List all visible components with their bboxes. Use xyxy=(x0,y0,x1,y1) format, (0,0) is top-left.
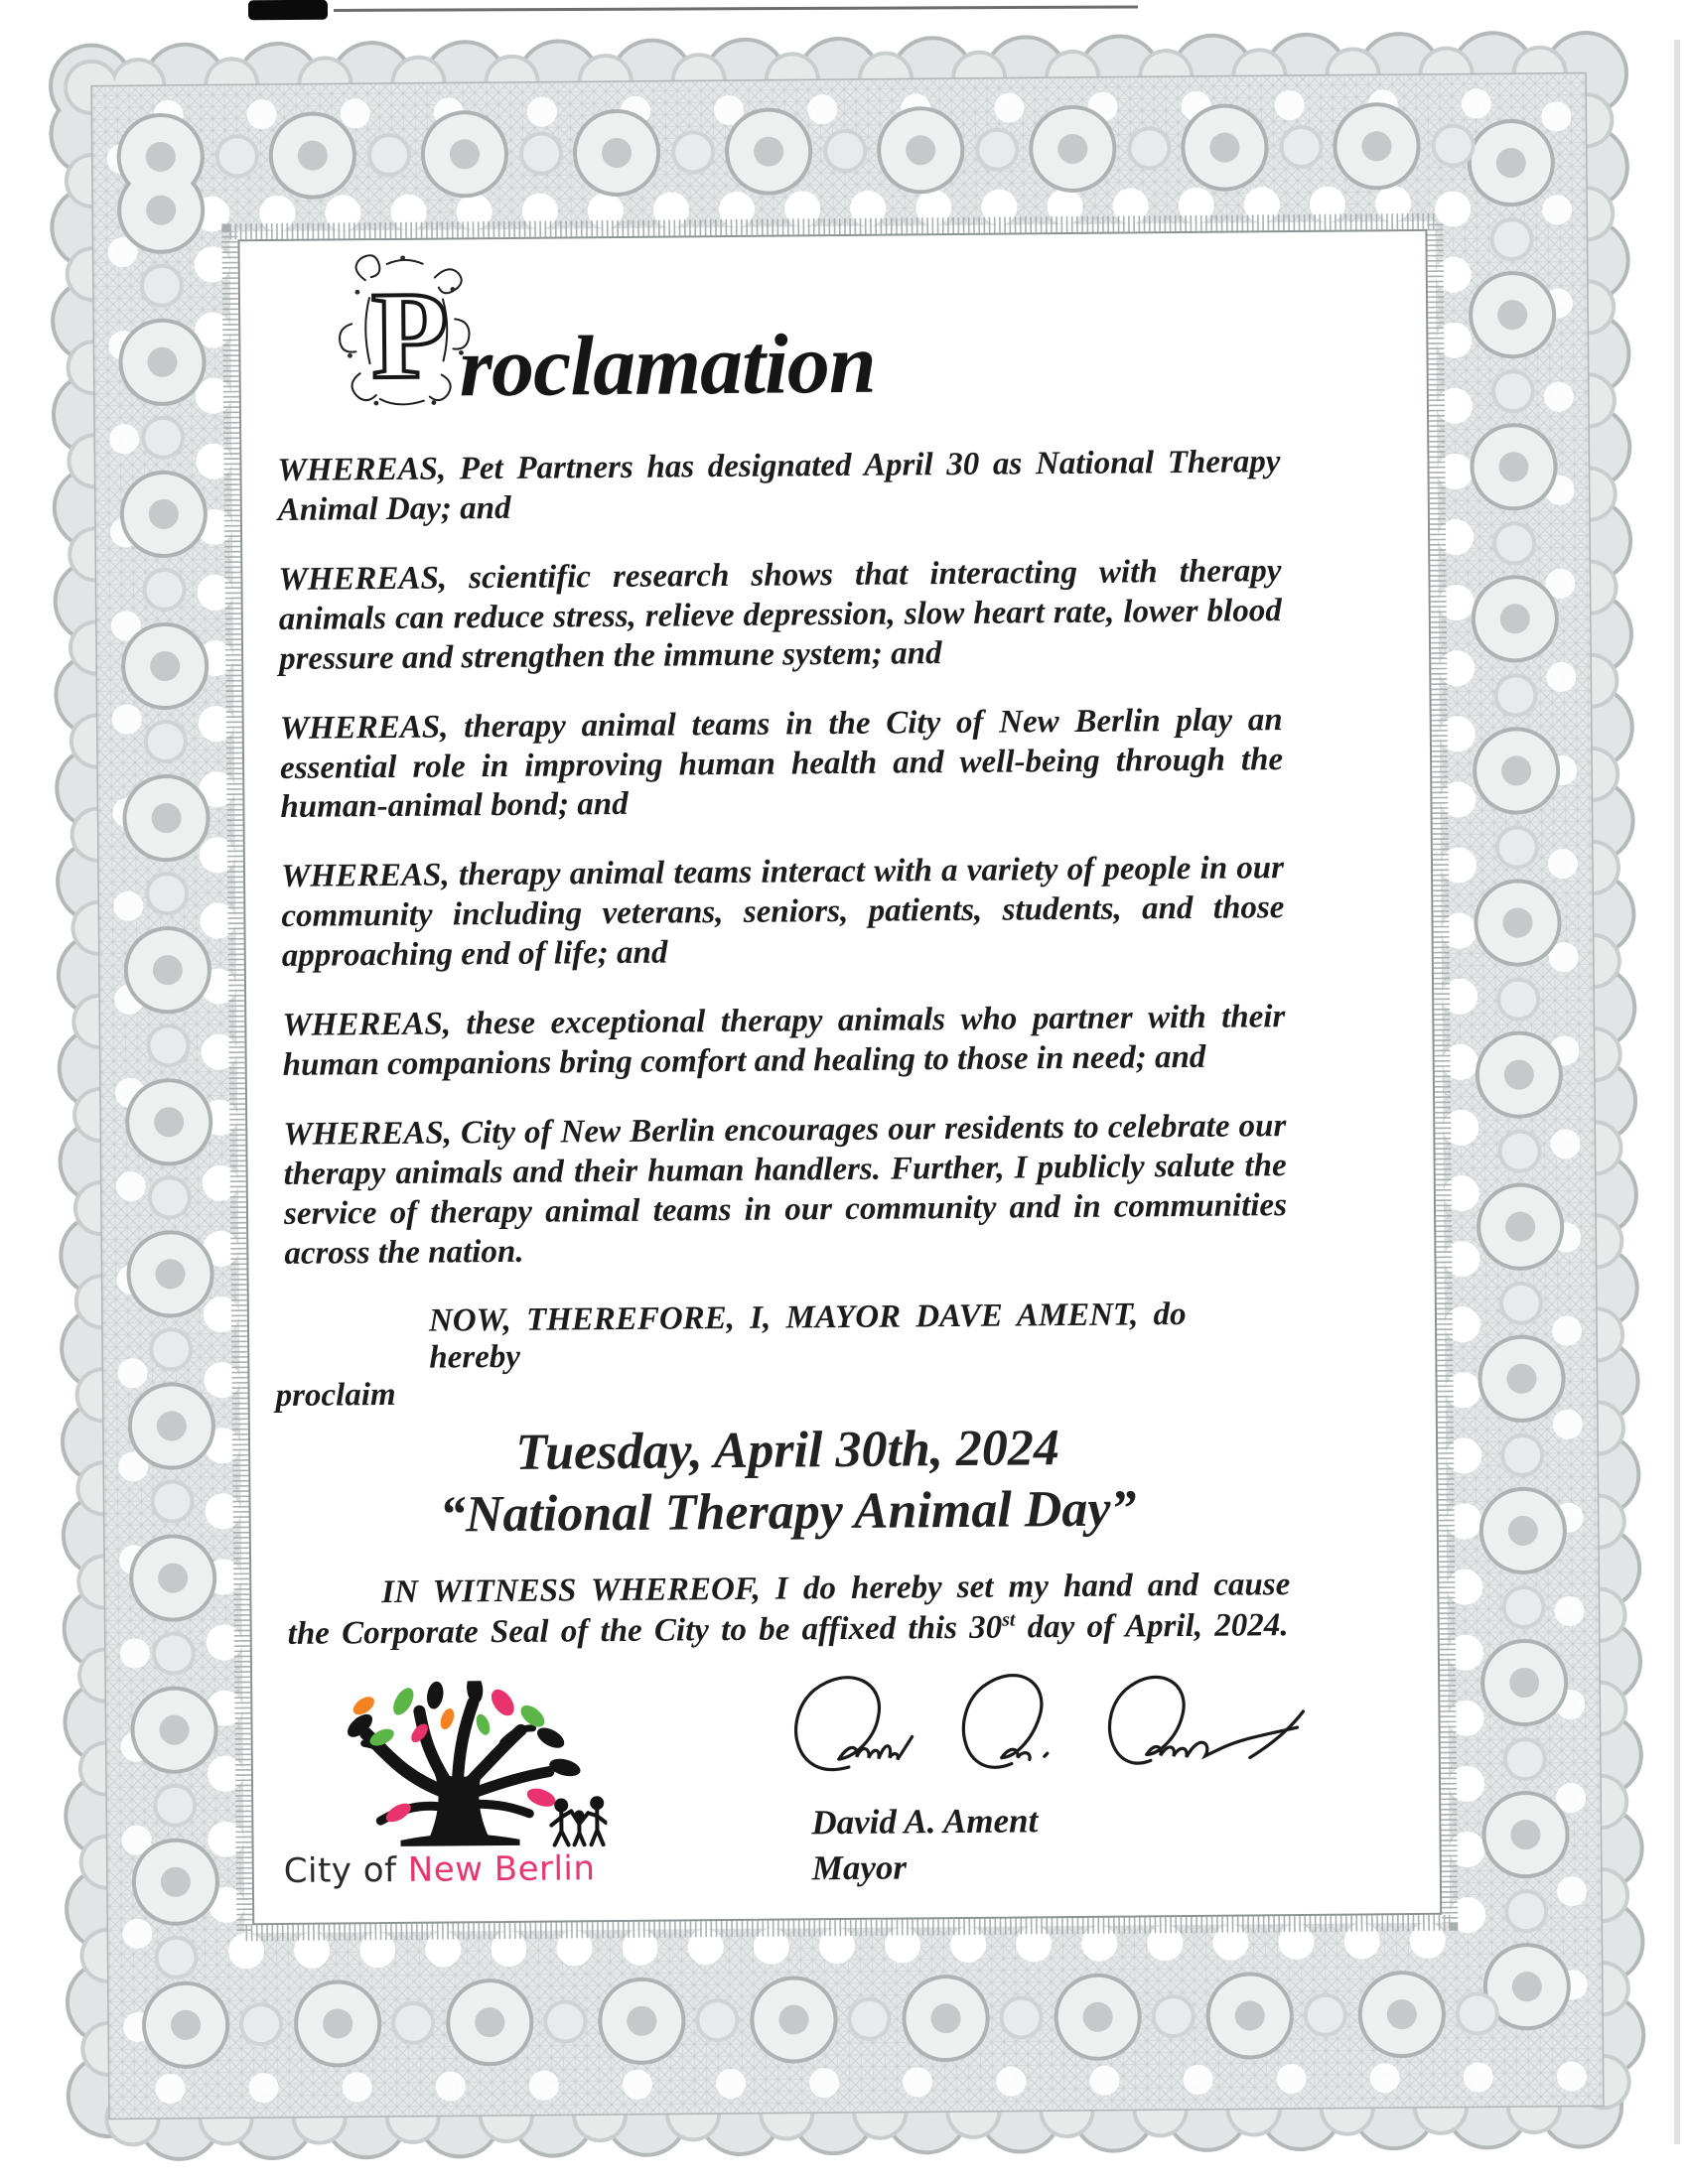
ornate-initial-p-icon xyxy=(336,253,474,409)
therefore-line: NOW, THEREFORE, I, MAYOR DAVE AMENT, do hereby xyxy=(428,1296,1187,1376)
whereas-clause: WHEREAS, therapy animal teams in the City of New Berlin play an essential role in improving human health and well-being through the human-animal bond; and xyxy=(279,701,1284,826)
document-title xyxy=(336,246,1280,415)
title-text: roclamation xyxy=(459,315,877,415)
witness-text-end: day of April, 2024. xyxy=(1015,1606,1289,1646)
city-logo-text xyxy=(284,1848,612,1891)
signer-title: Mayor xyxy=(811,1846,908,1887)
whereas-clause: WHEREAS, City of New Berlin encourages our residents to celebrate our therapy animals and their human handlers. Further, I publicly salute the service of therapy animal teams in our community and in communities across the nation. xyxy=(283,1108,1288,1272)
logo-text-black: City of xyxy=(283,1849,408,1891)
therefore-clause xyxy=(275,1296,1289,1415)
mayor-signature-block xyxy=(753,1652,1311,1891)
proclamation-content xyxy=(275,230,1293,1937)
city-logo xyxy=(282,1680,612,1891)
whereas-clause: WHEREAS, Pet Partners has designated April 30 as National Therapy Animal Day; and xyxy=(277,444,1281,528)
witness-text: IN WITNESS WHEREOF, I do hereby set my hand and cause the Corporate Seal of the City to be affixed this 30 xyxy=(287,1567,1291,1652)
logo-text-pink: New Berlin xyxy=(407,1848,596,1890)
proclaim-word: proclaim xyxy=(275,1376,396,1414)
whereas-clause: WHEREAS, scientific research shows that interacting with therapy animals can reduce stress, relieve depression, slow heart rate, lower blood pressure and strengthen the immune system; and xyxy=(278,552,1282,677)
whereas-clause: WHEREAS, these exceptional therapy animals who partner with their human companions bring comfort and healing to those in need; and xyxy=(282,999,1286,1083)
signature-row xyxy=(283,1668,1293,1925)
signer-name: David A. Ament xyxy=(811,1801,1039,1843)
whereas-clause: WHEREAS, therapy animal teams interact with a variety of people in our community including veterans, seniors, patients, students, and those approaching end of life; and xyxy=(280,850,1285,975)
witness-clause xyxy=(287,1566,1291,1654)
proclaimed-date: Tuesday, April 30th, 2024 xyxy=(515,1419,1060,1481)
svg-text:P: P xyxy=(370,266,449,406)
proclaimed-name: “National Therapy Animal Day” xyxy=(439,1480,1137,1544)
tree-icon xyxy=(308,1680,607,1849)
mayor-signature-icon xyxy=(753,1652,1310,1796)
ordinal-suffix: st xyxy=(1002,1608,1016,1631)
